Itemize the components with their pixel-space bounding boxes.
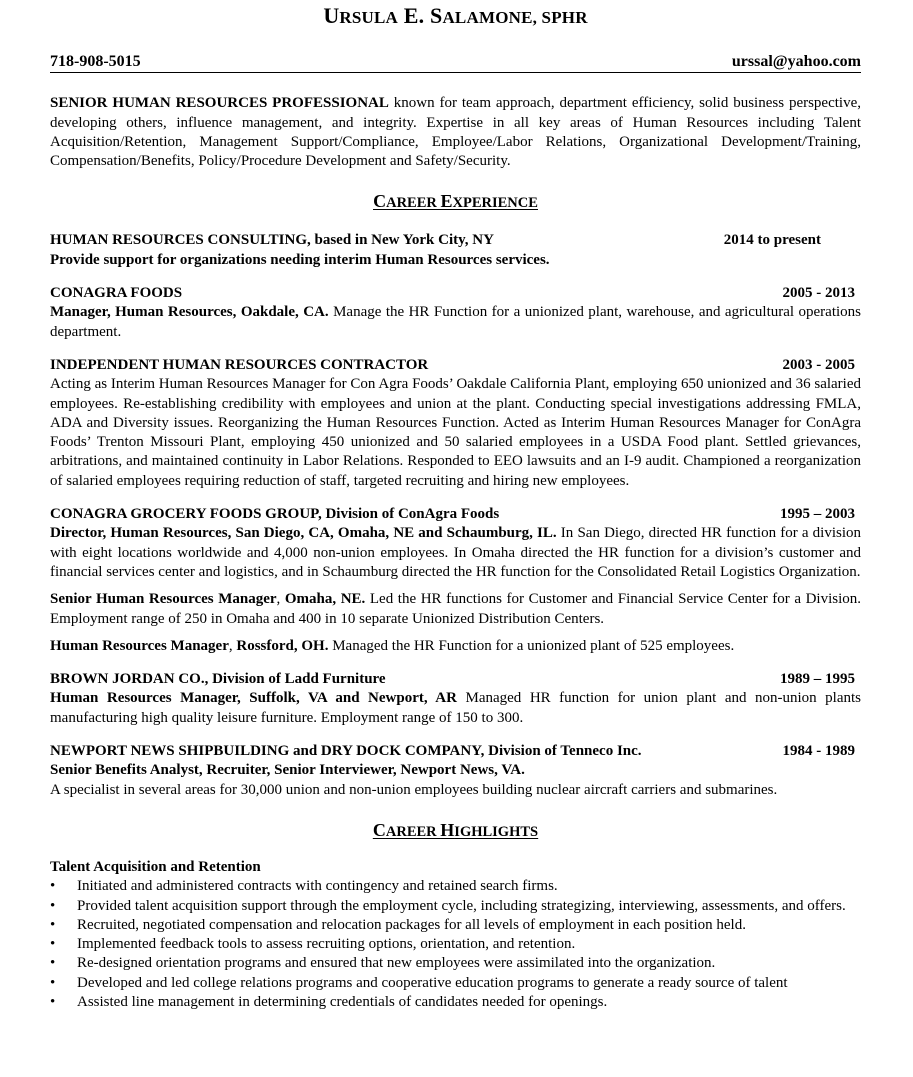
job-role: Provide support for organizations needing interim Human Resources services. <box>50 251 550 268</box>
bullet-icon: • <box>50 955 56 972</box>
sub-role-text: Managed the HR Function for a unionized plant of 525 employees. <box>328 637 735 654</box>
summary-lead: SENIOR HUMAN RESOURCES PROFESSIONAL <box>50 95 389 112</box>
job-role: Human Resources Manager, Suffolk, VA and Newport, AR <box>50 690 457 707</box>
bullet-icon: • <box>50 897 56 914</box>
job-dates: 2005 - 2013 <box>782 285 855 302</box>
company-name: HUMAN RESOURCES CONSULTING, based in New York City, NY <box>50 232 494 249</box>
job-desc-text: In San Diego, directed HR function for a division with eight locations worldwide and 4,000 non-union employees. In Omaha directed the HR function for a division’s customer and financial services center and logistics, and in Schaumburg directed the HR function for the Consolidated Retail Logistics Organization. <box>50 525 861 580</box>
bullet-icon: • <box>50 936 56 953</box>
list-item-text: Assisted line management in determining credentials of candidates needed for openings. <box>77 993 608 1010</box>
job-header <box>50 670 861 689</box>
candidate-name <box>50 3 861 31</box>
bullet-icon: • <box>50 878 56 895</box>
phone-number: 718-908-5015 <box>50 53 141 70</box>
list-item-text: Developed and led college relations programs and cooperative education programs to generate a ready source of talent <box>77 974 788 991</box>
sub-role-text: Led the HR functions for Customer and Financial Service Center for a Division. Employment range of 250 in Omaha and 400 in 10 separate Unionized Distribution Centers. <box>50 591 862 627</box>
list-item <box>50 974 861 993</box>
job-description: Acting as Interim Human Resources Manager for Con Agra Foods’ Oakdale California Plant, employing 650 unionized and 36 salaried employees. Re-establishing credibility with employees and union at the plant. Conducting special investigations addressing FMLA, ADA and Diversity issues. Reorganizing the Human Resources Function. Acted as Interim Human Resources Manager for ConAgra Foods’ Trenton Missouri Plant, employing 450 unionized and 50 salaried employees in a USDA Food plant. Settled grievances, arbitrations, and maintained continuity in Labor Relations. Responded to EEO lawsuits and an I-9 audit. Championed a reorganization of salaried employees requiring reduction of staff, targeted recruiting and hiring new employees. <box>50 376 861 489</box>
heading-cap: C <box>372 819 386 840</box>
job-description <box>50 303 861 342</box>
sub-role: Senior Human Resources Manager <box>50 591 277 608</box>
heading-rest: AREER <box>385 823 441 840</box>
sub-role-description <box>50 590 861 629</box>
name-initial-last: S <box>430 3 443 28</box>
job-description: A specialist in several areas for 30,000 union and non-union employees building nuclear aircraft carriers and submarines. <box>50 781 778 798</box>
bullet-icon: • <box>50 916 56 933</box>
job-entry <box>50 670 861 728</box>
job-entry <box>50 742 861 800</box>
job-entry <box>50 356 861 491</box>
job-role: Senior Benefits Analyst, Recruiter, Senior Interviewer, Newport News, VA. <box>50 762 525 779</box>
heading-rest: AREER <box>386 195 441 212</box>
resume-page <box>50 0 861 1012</box>
company-name: NEWPORT NEWS SHIPBUILDING and DRY DOCK COMPANY, Division of Tenneco Inc. <box>50 743 642 760</box>
job-role: Director, Human Resources, San Diego, CA, Omaha, NE and Schaumburg, IL. <box>50 525 557 542</box>
job-entry <box>50 231 861 270</box>
sub-role-sep: , <box>276 591 285 608</box>
bullet-icon: • <box>50 974 56 991</box>
job-dates: 1995 – 2003 <box>780 506 855 523</box>
list-item <box>50 877 861 896</box>
name-last-rest: ALAMONE <box>442 8 533 27</box>
heading-rest: XPERIENCE <box>452 195 538 212</box>
job-description <box>50 689 861 728</box>
list-item-text: Provided talent acquisition support through the employment cycle, including strategizing, interviewing, assessments, and offers. <box>77 897 846 914</box>
heading-rest: IGHLIGHTS <box>454 823 539 840</box>
email-address: urssal@yahoo.com <box>731 53 861 70</box>
list-item-text: Recruited, negotiated compensation and relocation packages for all levels of employment in each position held. <box>77 916 746 933</box>
job-header <box>50 356 861 375</box>
list-item <box>50 935 861 954</box>
professional-summary <box>50 94 861 171</box>
bullet-icon: • <box>50 993 56 1010</box>
job-desc-text: Managed HR function for union plant and non-union plants manufacturing high quality leisure furniture. Employment range of 150 to 300. <box>50 690 862 726</box>
job-dates: 1984 - 1989 <box>782 743 855 760</box>
list-item-text: Re-designed orientation programs and ensured that new employees were assimilated into the organization. <box>77 955 716 972</box>
list-item-text: Initiated and administered contracts with contingency and retained search firms. <box>77 878 558 895</box>
company-name: CONAGRA GROCERY FOODS GROUP, Division of ConAgra Foods <box>50 506 500 523</box>
list-item <box>50 993 861 1012</box>
job-header <box>50 284 861 303</box>
job-entry <box>50 284 861 342</box>
sub-role-sep: , <box>228 637 237 654</box>
list-item <box>50 916 861 935</box>
sub-role-location: Rossford, OH. <box>236 637 329 654</box>
job-dates: 1989 – 1995 <box>780 671 855 688</box>
highlights-list <box>50 877 861 1012</box>
sub-role: Human Resources Manager <box>50 637 229 654</box>
job-entry <box>50 505 861 656</box>
company-name: INDEPENDENT HUMAN RESOURCES CONTRACTOR <box>50 356 429 373</box>
job-header <box>50 231 861 250</box>
career-experience-heading <box>50 190 861 214</box>
heading-cap: H <box>440 819 455 840</box>
name-initial-first: U <box>323 3 340 28</box>
list-item <box>50 897 861 916</box>
name-credential: , SPHR <box>532 8 588 27</box>
job-description <box>50 524 861 582</box>
name-first-rest: RSULA <box>339 8 399 27</box>
sub-role-description <box>50 637 861 656</box>
job-role: Manager, Human Resources, Oakdale, CA. <box>50 304 329 321</box>
company-name: CONAGRA FOODS <box>50 285 183 302</box>
job-header <box>50 505 861 524</box>
heading-cap: E <box>440 191 453 212</box>
list-item <box>50 954 861 973</box>
company-name: BROWN JORDAN CO., Division of Ladd Furniture <box>50 671 386 688</box>
job-dates: 2003 - 2005 <box>782 356 855 373</box>
name-middle-initial: E. <box>403 3 425 28</box>
job-dates: 2014 to present <box>723 232 821 249</box>
job-header <box>50 742 861 761</box>
heading-cap: C <box>373 191 387 212</box>
highlights-group-title: Talent Acquisition and Retention <box>50 858 261 875</box>
career-highlights-heading <box>50 819 861 843</box>
contact-line <box>50 52 861 73</box>
summary-text: known for team approach, department efficiency, solid business perspective, developing others, influence management, and integrity. Expertise in all key areas of Human Resources including Talent Acquisition/Retention, Management Support/Compliance, Employee/Labor Relations, Organizational Development/Training, Compensation/Benefits, Policy/Procedure Development and Safety/Security. <box>50 95 861 170</box>
sub-role-location: Omaha, NE. <box>284 591 366 608</box>
job-desc-text: Manage the HR Function for a unionized plant, warehouse, and agricultural operations department. <box>50 304 861 340</box>
list-item-text: Implemented feedback tools to assess recruiting options, orientation, and retention. <box>77 936 576 953</box>
